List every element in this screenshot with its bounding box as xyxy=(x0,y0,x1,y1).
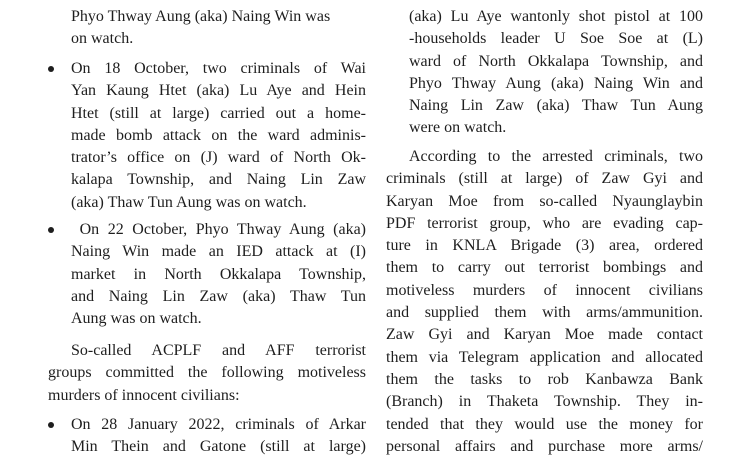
bullet-item-28-january xyxy=(48,414,366,459)
text-line: ture in KNLA Brigade (3) area, ordered xyxy=(386,237,703,255)
text-line: murders of innocent civilians: xyxy=(48,386,240,404)
text-line: were on watch. xyxy=(409,119,507,137)
text-line: (Branch) in Thaketa Township. They in- xyxy=(386,393,703,411)
text-line: groups committed the following motiveless xyxy=(48,364,366,382)
text-line: motiveless murders of innocent civilians xyxy=(386,281,703,299)
text-line: Min Thein and Gatone (still at large) xyxy=(71,438,366,456)
text-line: kalapa Township, and Naing Lin Zaw xyxy=(71,171,366,189)
text-line: Htet (still at large) carried out a home- xyxy=(71,104,366,122)
text-line: (aka) Lu Aye wantonly shot pistol at 100 xyxy=(409,8,703,25)
text-line: -households leader U Soe Soe at (L) xyxy=(409,30,703,48)
text-line: PDF terrorist group, who are evading cap- xyxy=(386,214,703,232)
text-line: and Naing Lin Zaw (aka) Thaw Tun xyxy=(71,287,366,305)
bullet-icon xyxy=(48,66,54,72)
text-line: made bomb attack on the ward adminis- xyxy=(71,126,366,144)
text-line: (aka) Thaw Tun Aung was on watch. xyxy=(71,193,307,211)
text-line: them the tasks to rob Kanbawza Bank xyxy=(386,370,703,388)
text-line: trator’s office on (J) ward of North Ok- xyxy=(71,149,366,167)
right-top-fragment xyxy=(386,6,703,140)
paragraph-acplf-aff xyxy=(48,340,366,407)
text-line: criminals (still at large) of Zaw Gyi and xyxy=(386,170,703,188)
text-line: Phyo Thway Aung (aka) Naing Win and xyxy=(409,74,703,92)
bullet-item-18-october xyxy=(48,58,366,214)
paragraph-arrested-criminals xyxy=(386,146,703,458)
text-line: personal affairs and purchase more arms/ xyxy=(386,437,703,455)
text-line: So-called ACPLF and AFF terrorist xyxy=(71,342,366,359)
left-top-fragment xyxy=(48,6,366,51)
text-line: On 18 October, two criminals of Wai xyxy=(71,60,366,77)
text-line: tended that they would use the money for xyxy=(386,415,703,433)
text-line: Karyan Moe from so-called Nyaunglaybin xyxy=(386,192,703,210)
text-line: market in North Okkalapa Township, xyxy=(71,265,366,283)
text-line: them via Telegram application and allocated xyxy=(386,348,703,366)
text-line: On 28 January 2022, criminals of Arkar xyxy=(71,416,366,433)
text-line: Zaw Gyi and Karyan Moe made contact xyxy=(386,326,703,344)
text-line: on watch. xyxy=(71,30,134,48)
text-line: Phyo Thway Aung (aka) Naing Win was xyxy=(71,8,331,25)
text-line: Naing Win made an IED attack at (I) xyxy=(71,243,366,261)
text-line: Aung was on watch. xyxy=(71,310,202,328)
text-line: On 22 October, Phyo Thway Aung (aka) xyxy=(71,221,366,238)
text-line: them to carry out terrorist bombings and xyxy=(386,259,703,277)
text-line: According to the arrested criminals, two xyxy=(409,148,703,165)
bullet-icon xyxy=(48,227,54,233)
text-line: and supplied them with arms/ammunition. xyxy=(386,304,703,322)
bullet-item-22-october xyxy=(48,219,366,330)
bullet-icon xyxy=(48,422,54,428)
text-line: ward of North Okkalapa Township, and xyxy=(409,52,703,70)
text-line: Naing Lin Zaw (aka) Thaw Tun Aung xyxy=(409,97,703,115)
text-line: Yan Kaung Htet (aka) Lu Aye and Hein xyxy=(71,82,366,100)
